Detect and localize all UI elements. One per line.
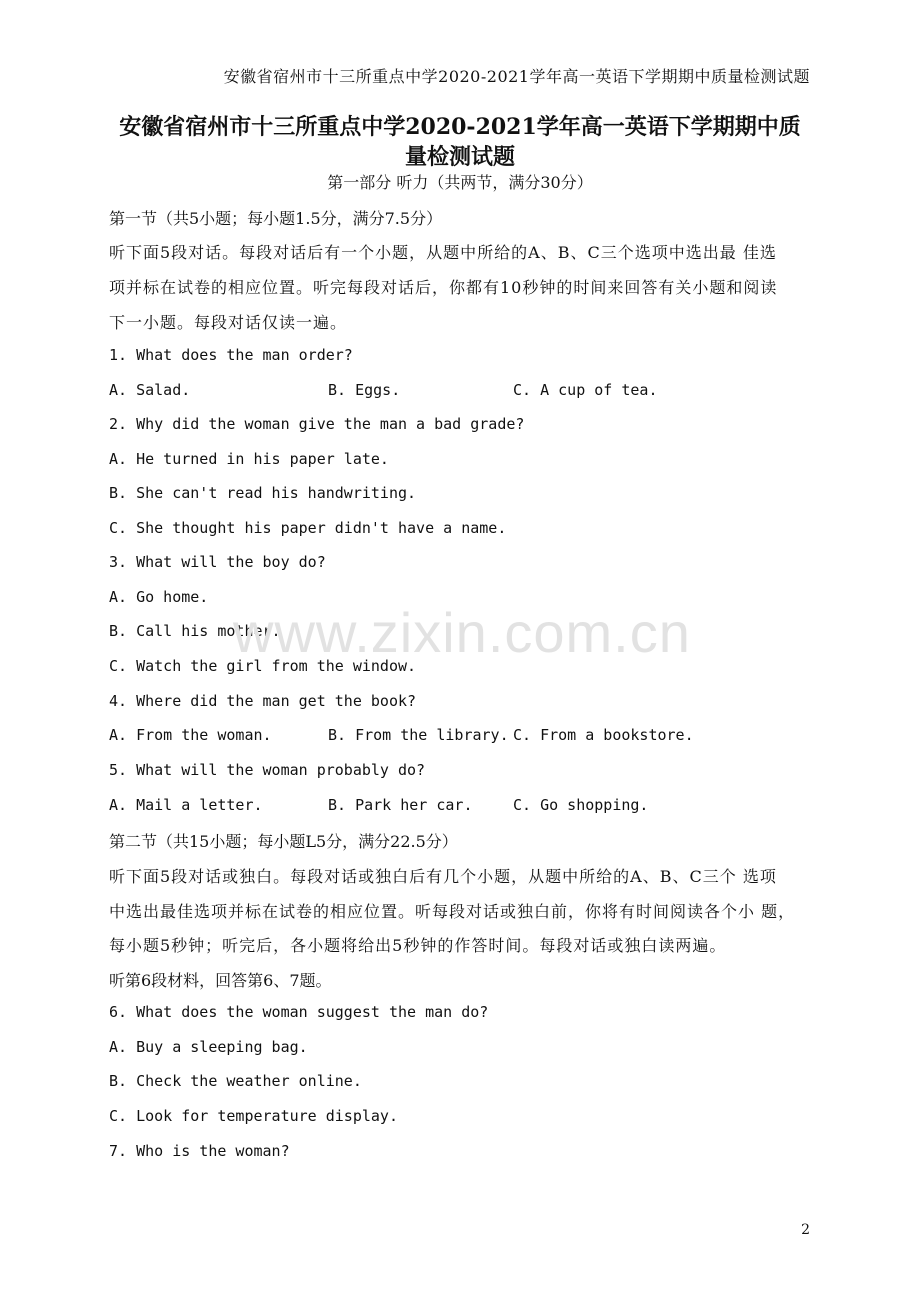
section2-instructions-line-2: 中选出最佳选项并标在试卷的相应位置。听每段对话或独白前，你将有时间阅读各个小 题， bbox=[109, 902, 796, 921]
option-b: B. Park her car. bbox=[328, 796, 473, 814]
question-1-stem: 1. What does the man order? bbox=[109, 346, 353, 364]
question-6-stem: 6. What does the woman suggest the man do? bbox=[109, 1003, 489, 1021]
option-c: C. She thought his paper didn't have a name. bbox=[109, 519, 507, 537]
running-header: 安徽省宿州市十三所重点中学2020-2021学年高一英语下学期期中质量检测试题 bbox=[223, 67, 810, 86]
section1-instructions-line-2: 项并标在试卷的相应位置。听完每段对话后，你都有10秒钟的时间来回答有关小题和阅读 bbox=[109, 278, 778, 297]
question-5-stem: 5. What will the woman probably do? bbox=[109, 761, 426, 779]
option-a: A. Buy a sleeping bag. bbox=[109, 1038, 308, 1056]
section1-heading: 第一节（共5小题；每小题1.5分，满分7.5分） bbox=[109, 209, 443, 228]
page-title bbox=[100, 112, 820, 172]
option-a: A. Mail a letter. bbox=[109, 796, 263, 814]
title-line-1: 安徽省宿州市十三所重点中学2020-2021学年高一英语下学期期中质 bbox=[119, 114, 801, 140]
option-c: C. From a bookstore. bbox=[513, 726, 694, 744]
section1-instructions-line-3: 下一小题。每段对话仅读一遍。 bbox=[109, 313, 348, 332]
option-c: C. Watch the girl from the window. bbox=[109, 657, 417, 675]
question-3-stem: 3. What will the boy do? bbox=[109, 553, 326, 571]
material-note: 听第6段材料，回答第6、7题。 bbox=[109, 971, 332, 990]
option-a: A. Go home. bbox=[109, 588, 209, 606]
option-c: C. A cup of tea. bbox=[513, 381, 658, 399]
option-c: C. Go shopping. bbox=[513, 796, 649, 814]
section2-heading: 第二节（共15小题；每小题L5分，满分22.5分） bbox=[109, 832, 458, 851]
question-7-stem: 7. Who is the woman? bbox=[109, 1142, 290, 1160]
option-b: B. Eggs. bbox=[328, 381, 401, 399]
part-heading: 第一部分 听力（共两节，满分30分） bbox=[327, 173, 593, 192]
question-2-stem: 2. Why did the woman give the man a bad grade? bbox=[109, 415, 525, 433]
option-b: B. Check the weather online. bbox=[109, 1072, 362, 1090]
watermark: www.zixin.com.cn bbox=[233, 601, 691, 664]
option-a: A. From the woman. bbox=[109, 726, 272, 744]
page-number: 2 bbox=[801, 1222, 810, 1238]
option-b: B. She can't read his handwriting. bbox=[109, 484, 417, 502]
title-line-2: 量检测试题 bbox=[404, 144, 515, 170]
option-a: A. Salad. bbox=[109, 381, 191, 399]
option-c: C. Look for temperature display. bbox=[109, 1107, 398, 1125]
section1-instructions-line-1: 听下面5段对话。每段对话后有一个小题，从题中所给的A、B、C三个选项中选出最 佳选 bbox=[109, 243, 777, 262]
option-b: B. Call his mother. bbox=[109, 622, 281, 640]
question-4-stem: 4. Where did the man get the book? bbox=[109, 692, 417, 710]
option-a: A. He turned in his paper late. bbox=[109, 450, 389, 468]
section2-instructions-line-3: 每小题5秒钟；听完后，各小题将给出5秒钟的作答时间。每段对话或独白读两遍。 bbox=[109, 936, 727, 955]
section2-instructions-line-1: 听下面5段对话或独白。每段对话或独白后有几个小题，从题中所给的A、B、C三个 选项 bbox=[109, 867, 777, 886]
option-b: B. From the library. bbox=[328, 726, 509, 744]
